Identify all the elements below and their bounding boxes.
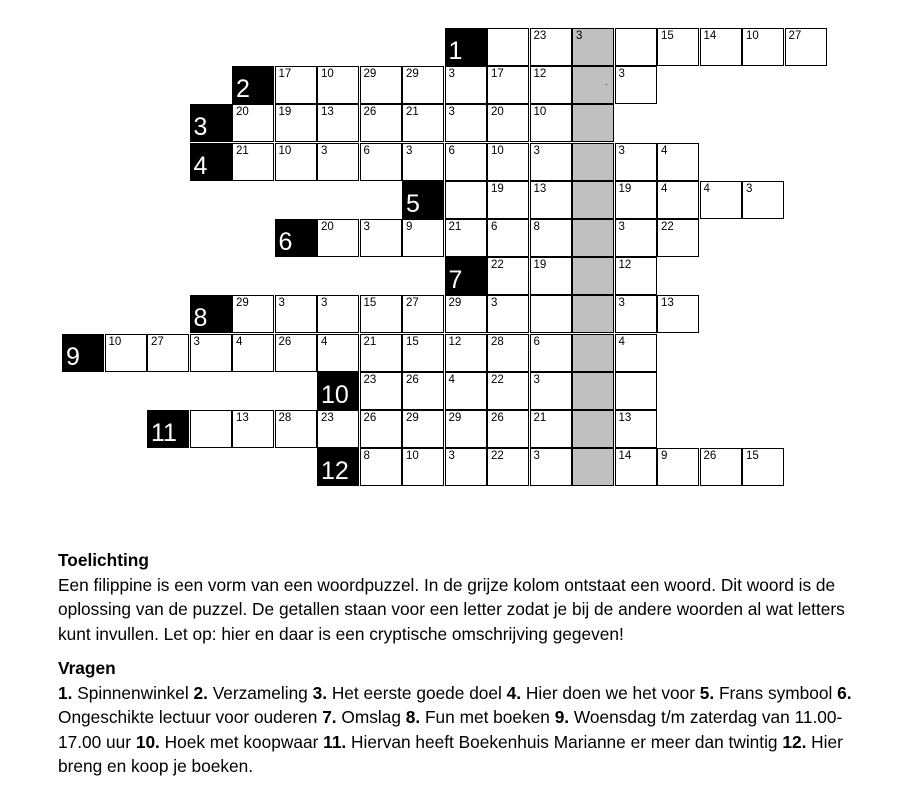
cell-code: 13 <box>618 412 632 424</box>
cell-code: 8 <box>533 221 540 233</box>
cell-code: 19 <box>278 106 292 119</box>
letter-cell[interactable] <box>487 104 529 142</box>
letter-cell[interactable] <box>445 104 487 142</box>
clue-number-cell <box>317 372 359 410</box>
letter-cell[interactable] <box>445 219 487 257</box>
letter-cell[interactable] <box>275 66 317 104</box>
letter-cell[interactable] <box>445 448 487 486</box>
letter-cell[interactable] <box>487 372 529 410</box>
letter-cell[interactable] <box>785 28 827 66</box>
cell-code: 27 <box>151 335 164 348</box>
letter-cell[interactable] <box>445 181 487 219</box>
clue-number: 11 <box>151 419 177 447</box>
cell-code: 3 <box>618 144 625 157</box>
clue-number: 4 <box>193 151 208 180</box>
letter-cell[interactable] <box>615 66 657 104</box>
letter-cell[interactable] <box>742 28 784 66</box>
letter-cell[interactable] <box>402 372 444 410</box>
clue-number-cell <box>445 28 487 66</box>
letter-cell[interactable] <box>402 219 444 257</box>
clue-number: 7 <box>448 266 463 295</box>
clue-number-cell <box>402 181 444 219</box>
letter-cell[interactable] <box>615 372 657 410</box>
letter-cell[interactable] <box>360 448 402 486</box>
cell-code: 3 <box>533 144 540 157</box>
question-text: Spinnenwinkel <box>72 682 194 703</box>
letter-cell[interactable] <box>657 28 699 66</box>
letter-cell[interactable] <box>402 410 444 448</box>
cell-code: 10 <box>406 450 419 463</box>
solution-cell[interactable] <box>572 66 614 104</box>
letter-cell[interactable] <box>700 28 742 66</box>
cell-code: 22 <box>491 373 504 386</box>
cell-code: 22 <box>491 259 504 272</box>
letter-cell[interactable] <box>232 410 274 448</box>
letter-cell[interactable] <box>317 410 359 448</box>
cell-code: 3 <box>618 221 625 233</box>
letter-cell[interactable] <box>615 181 657 219</box>
letter-cell[interactable] <box>530 448 572 486</box>
letter-cell[interactable] <box>360 295 402 333</box>
letter-cell[interactable] <box>402 295 444 333</box>
cell-code: 3 <box>193 335 200 348</box>
cell-code: 4 <box>661 182 668 195</box>
letter-cell[interactable] <box>487 66 529 104</box>
letter-cell[interactable] <box>402 104 444 142</box>
question-number: 9. <box>554 707 570 727</box>
cell-code: 26 <box>363 106 377 119</box>
letter-cell[interactable] <box>742 448 784 486</box>
letter-cell[interactable] <box>190 410 232 448</box>
cell-code: 23 <box>533 30 547 42</box>
clue-number-cell <box>190 295 232 333</box>
cell-code: 26 <box>363 412 377 424</box>
letter-cell[interactable] <box>232 334 274 372</box>
letter-cell[interactable] <box>360 66 402 104</box>
letter-cell[interactable] <box>232 295 274 333</box>
letter-cell[interactable] <box>232 143 274 181</box>
letter-cell[interactable] <box>317 219 359 257</box>
question-number: 4. <box>506 682 522 703</box>
letter-cell[interactable] <box>700 181 742 219</box>
cell-code: 19 <box>491 182 504 195</box>
solution-cell[interactable] <box>572 295 614 333</box>
cell-code: 3 <box>406 144 413 157</box>
clue-number: 5 <box>406 189 420 218</box>
letter-cell[interactable] <box>190 334 232 372</box>
stray-dot: . <box>605 77 608 89</box>
cell-code: 9 <box>406 221 413 233</box>
cell-code: 3 <box>278 297 285 310</box>
cell-code: 3 <box>746 182 753 195</box>
letter-cell[interactable] <box>742 181 784 219</box>
questions-heading: Vragen <box>58 658 116 678</box>
cell-code: 3 <box>491 297 498 310</box>
cell-code: 10 <box>491 144 504 157</box>
letter-cell[interactable] <box>445 372 487 410</box>
solution-cell[interactable] <box>572 104 614 142</box>
question-text: Frans symbool <box>714 682 838 703</box>
cell-code: 15 <box>746 450 759 463</box>
letter-cell[interactable] <box>530 143 572 181</box>
cell-code: 3 <box>533 450 540 463</box>
cell-code: 27 <box>406 297 419 310</box>
cell-code: 10 <box>533 106 547 119</box>
cell-code: 3 <box>321 297 328 310</box>
cell-code: 21 <box>533 412 547 424</box>
question-text: Hiervan heeft Boekenhuis Marianne er meer dan twintig <box>346 731 783 752</box>
clue-number: 9 <box>66 342 80 371</box>
clue-number-cell <box>147 410 189 448</box>
cell-code: 29 <box>406 68 419 81</box>
cell-code: 21 <box>448 221 462 233</box>
explanation-text: Een filippine is een vorm van een woordpuzzel. In de grijze kolom ontstaat een woord. Dit woord is de oplossing van de puzzel. De getallen staan voor een letter zodat je bij de andere woorden al wat letters kunt invullen. Let op: hier en daar is een cryptische omschrijving gegeven! <box>58 574 845 644</box>
cell-code: 3 <box>448 450 455 463</box>
cell-code: 10 <box>278 144 292 157</box>
letter-cell[interactable] <box>275 104 317 142</box>
cell-code: 29 <box>448 412 462 424</box>
solution-cell[interactable] <box>572 28 614 66</box>
cell-code: 21 <box>406 106 419 119</box>
letter-cell[interactable] <box>360 334 402 372</box>
cell-code: 14 <box>703 30 717 42</box>
clue-number-cell <box>445 257 487 295</box>
cell-code: 4 <box>321 335 328 348</box>
letter-cell[interactable] <box>445 410 487 448</box>
letter-cell[interactable] <box>445 334 487 372</box>
letter-cell[interactable] <box>487 448 529 486</box>
cell-code: 4 <box>661 144 668 157</box>
question-number: 1. <box>58 682 73 703</box>
question-text: Fun met boeken <box>420 707 555 727</box>
letter-cell[interactable] <box>147 334 189 372</box>
clue-number: 3 <box>193 113 208 142</box>
letter-cell[interactable] <box>232 104 274 142</box>
question-number: 6. <box>837 682 852 703</box>
cell-code: 26 <box>491 412 504 424</box>
question-number: 8. <box>405 707 421 727</box>
clue-number: 8 <box>193 304 208 333</box>
cell-code: 6 <box>533 335 540 348</box>
cell-code: 17 <box>278 68 292 81</box>
cell-code: 15 <box>661 30 674 42</box>
clue-number: 6 <box>278 228 293 256</box>
letter-cell[interactable] <box>360 143 402 181</box>
letter-cell[interactable] <box>360 104 402 142</box>
cell-code: 4 <box>703 182 710 195</box>
cell-code: 14 <box>618 450 632 463</box>
cell-code: 21 <box>363 335 377 348</box>
letter-cell[interactable] <box>657 181 699 219</box>
letter-cell[interactable] <box>615 334 657 372</box>
letter-cell[interactable] <box>615 143 657 181</box>
letter-cell[interactable] <box>615 295 657 333</box>
letter-cell[interactable] <box>317 104 359 142</box>
letter-cell[interactable] <box>615 257 657 295</box>
clue-number-cell <box>190 143 232 181</box>
question-text: Het eerste goede doel <box>327 682 507 703</box>
clue-number-cell <box>275 219 317 257</box>
cell-code: 23 <box>321 412 334 424</box>
question-text: Hoek met koopwaar <box>159 731 324 752</box>
cell-code: 3 <box>448 68 455 81</box>
letter-cell[interactable] <box>275 410 317 448</box>
cell-code: 20 <box>491 106 504 119</box>
cell-code: 26 <box>278 335 292 348</box>
letter-cell[interactable] <box>445 143 487 181</box>
cell-code: 15 <box>406 335 419 348</box>
clue-number: 2 <box>236 75 250 104</box>
cell-code: 13 <box>661 297 674 310</box>
letter-cell[interactable] <box>402 448 444 486</box>
cell-code: 29 <box>363 68 377 81</box>
letter-cell[interactable] <box>530 181 572 219</box>
letter-cell[interactable] <box>487 28 529 66</box>
cell-code: 13 <box>236 412 249 424</box>
letter-cell[interactable] <box>530 104 572 142</box>
solution-cell[interactable] <box>572 334 614 372</box>
cell-code: 10 <box>746 30 759 42</box>
solution-cell[interactable] <box>572 448 614 486</box>
cell-code: 17 <box>491 68 504 81</box>
cell-code: 22 <box>491 450 504 463</box>
cell-code: 4 <box>236 335 243 348</box>
cell-code: 29 <box>448 297 462 310</box>
letter-cell[interactable] <box>487 295 529 333</box>
clue-number-cell <box>317 448 359 486</box>
questions-list <box>58 681 878 779</box>
question-number: 11. <box>323 731 347 752</box>
question-text: Hier breng en koop je boeken. <box>58 731 843 776</box>
letter-cell[interactable] <box>615 410 657 448</box>
letter-cell[interactable] <box>487 143 529 181</box>
letter-cell[interactable] <box>317 66 359 104</box>
question-number: 12. <box>782 731 807 752</box>
explanation-heading: Toelichting <box>58 550 149 570</box>
cell-code: 6 <box>491 221 498 233</box>
letter-cell[interactable] <box>487 410 529 448</box>
cell-code: 3 <box>448 106 455 119</box>
letter-cell[interactable] <box>530 28 572 66</box>
cell-code: 4 <box>618 335 625 348</box>
cell-code: 12 <box>618 259 632 272</box>
cell-code: 3 <box>618 68 625 81</box>
cell-code: 26 <box>703 450 717 463</box>
question-number: 5. <box>699 682 715 703</box>
question-text: Ongeschikte lectuur voor ouderen <box>58 707 323 727</box>
clue-number-cell <box>62 334 104 372</box>
cell-code: 29 <box>406 412 419 424</box>
letter-cell[interactable] <box>445 66 487 104</box>
cell-code: 21 <box>236 144 249 157</box>
cell-code: 6 <box>363 144 370 157</box>
cell-code: 13 <box>321 106 334 119</box>
question-number: 2. <box>193 682 208 703</box>
letter-cell[interactable] <box>530 372 572 410</box>
letter-cell[interactable] <box>360 372 402 410</box>
cell-code: 8 <box>363 450 370 463</box>
solution-cell[interactable] <box>572 181 614 219</box>
instructions <box>58 548 878 779</box>
cell-code: 26 <box>406 373 419 386</box>
cell-code: 3 <box>576 30 583 42</box>
cell-code: 20 <box>321 221 334 233</box>
cell-code: 12 <box>448 335 462 348</box>
cell-code: 3 <box>363 221 370 233</box>
solution-cell[interactable] <box>572 257 614 295</box>
question-text: Woensdag t/m zaterdag van 11.00-17.00 uur <box>58 707 843 752</box>
cell-code: 22 <box>661 221 674 233</box>
cell-code: 6 <box>448 144 455 157</box>
question-text: Omslag <box>336 707 406 727</box>
letter-cell[interactable] <box>487 257 529 295</box>
cell-code: 20 <box>236 106 249 119</box>
clue-number: 12 <box>321 457 349 486</box>
letter-cell[interactable] <box>530 295 572 333</box>
question-text: Hier doen we het voor <box>521 682 700 703</box>
letter-cell[interactable] <box>275 143 317 181</box>
letter-cell[interactable] <box>275 334 317 372</box>
cell-code: 23 <box>363 373 377 386</box>
letter-cell[interactable] <box>615 219 657 257</box>
cell-code: 19 <box>618 182 632 195</box>
cell-code: 12 <box>533 68 547 81</box>
letter-cell[interactable] <box>530 334 572 372</box>
clue-number: 1 <box>448 37 463 65</box>
letter-cell[interactable] <box>445 295 487 333</box>
letter-cell[interactable] <box>615 448 657 486</box>
solution-cell[interactable] <box>572 143 614 181</box>
question-number: 10. <box>135 731 160 752</box>
cell-code: 3 <box>618 297 625 310</box>
cell-code: 4 <box>448 373 455 386</box>
cell-code: 29 <box>236 297 249 310</box>
solution-cell[interactable] <box>572 219 614 257</box>
letter-cell[interactable] <box>402 66 444 104</box>
question-number: 7. <box>322 707 337 727</box>
letter-cell[interactable] <box>487 181 529 219</box>
cell-code: 3 <box>533 373 540 386</box>
solution-cell[interactable] <box>572 410 614 448</box>
letter-cell[interactable] <box>487 219 529 257</box>
cell-code: 28 <box>278 412 292 424</box>
letter-cell[interactable] <box>317 143 359 181</box>
clue-number-cell <box>190 104 232 142</box>
letter-cell[interactable] <box>700 448 742 486</box>
letter-cell[interactable] <box>360 219 402 257</box>
solution-cell[interactable] <box>572 372 614 410</box>
letter-cell[interactable] <box>105 334 147 372</box>
cell-code: 27 <box>788 30 802 42</box>
letter-cell[interactable] <box>317 334 359 372</box>
letter-cell[interactable] <box>317 295 359 333</box>
question-text: Verzameling <box>207 682 313 703</box>
letter-cell[interactable] <box>657 143 699 181</box>
letter-cell[interactable] <box>530 219 572 257</box>
question-number: 3. <box>312 682 328 703</box>
letter-cell[interactable] <box>530 66 572 104</box>
letter-cell[interactable] <box>360 410 402 448</box>
cell-code: 10 <box>321 68 334 81</box>
letter-cell[interactable] <box>530 257 572 295</box>
cell-code: 15 <box>363 297 377 310</box>
letter-cell[interactable] <box>657 448 699 486</box>
letter-cell[interactable] <box>402 143 444 181</box>
letter-cell[interactable] <box>657 219 699 257</box>
cell-code: 19 <box>533 259 547 272</box>
cell-code: 13 <box>533 182 547 195</box>
letter-cell[interactable] <box>487 334 529 372</box>
letter-cell[interactable] <box>615 28 657 66</box>
letter-cell[interactable] <box>657 295 699 333</box>
cell-code: 3 <box>321 144 328 157</box>
letter-cell[interactable] <box>275 295 317 333</box>
clue-number: 10 <box>321 380 349 409</box>
cell-code: 9 <box>661 450 668 463</box>
letter-cell[interactable] <box>402 334 444 372</box>
cell-code: 10 <box>108 335 122 348</box>
cell-code: 28 <box>491 335 504 348</box>
clue-number-cell <box>232 66 274 104</box>
letter-cell[interactable] <box>530 410 572 448</box>
